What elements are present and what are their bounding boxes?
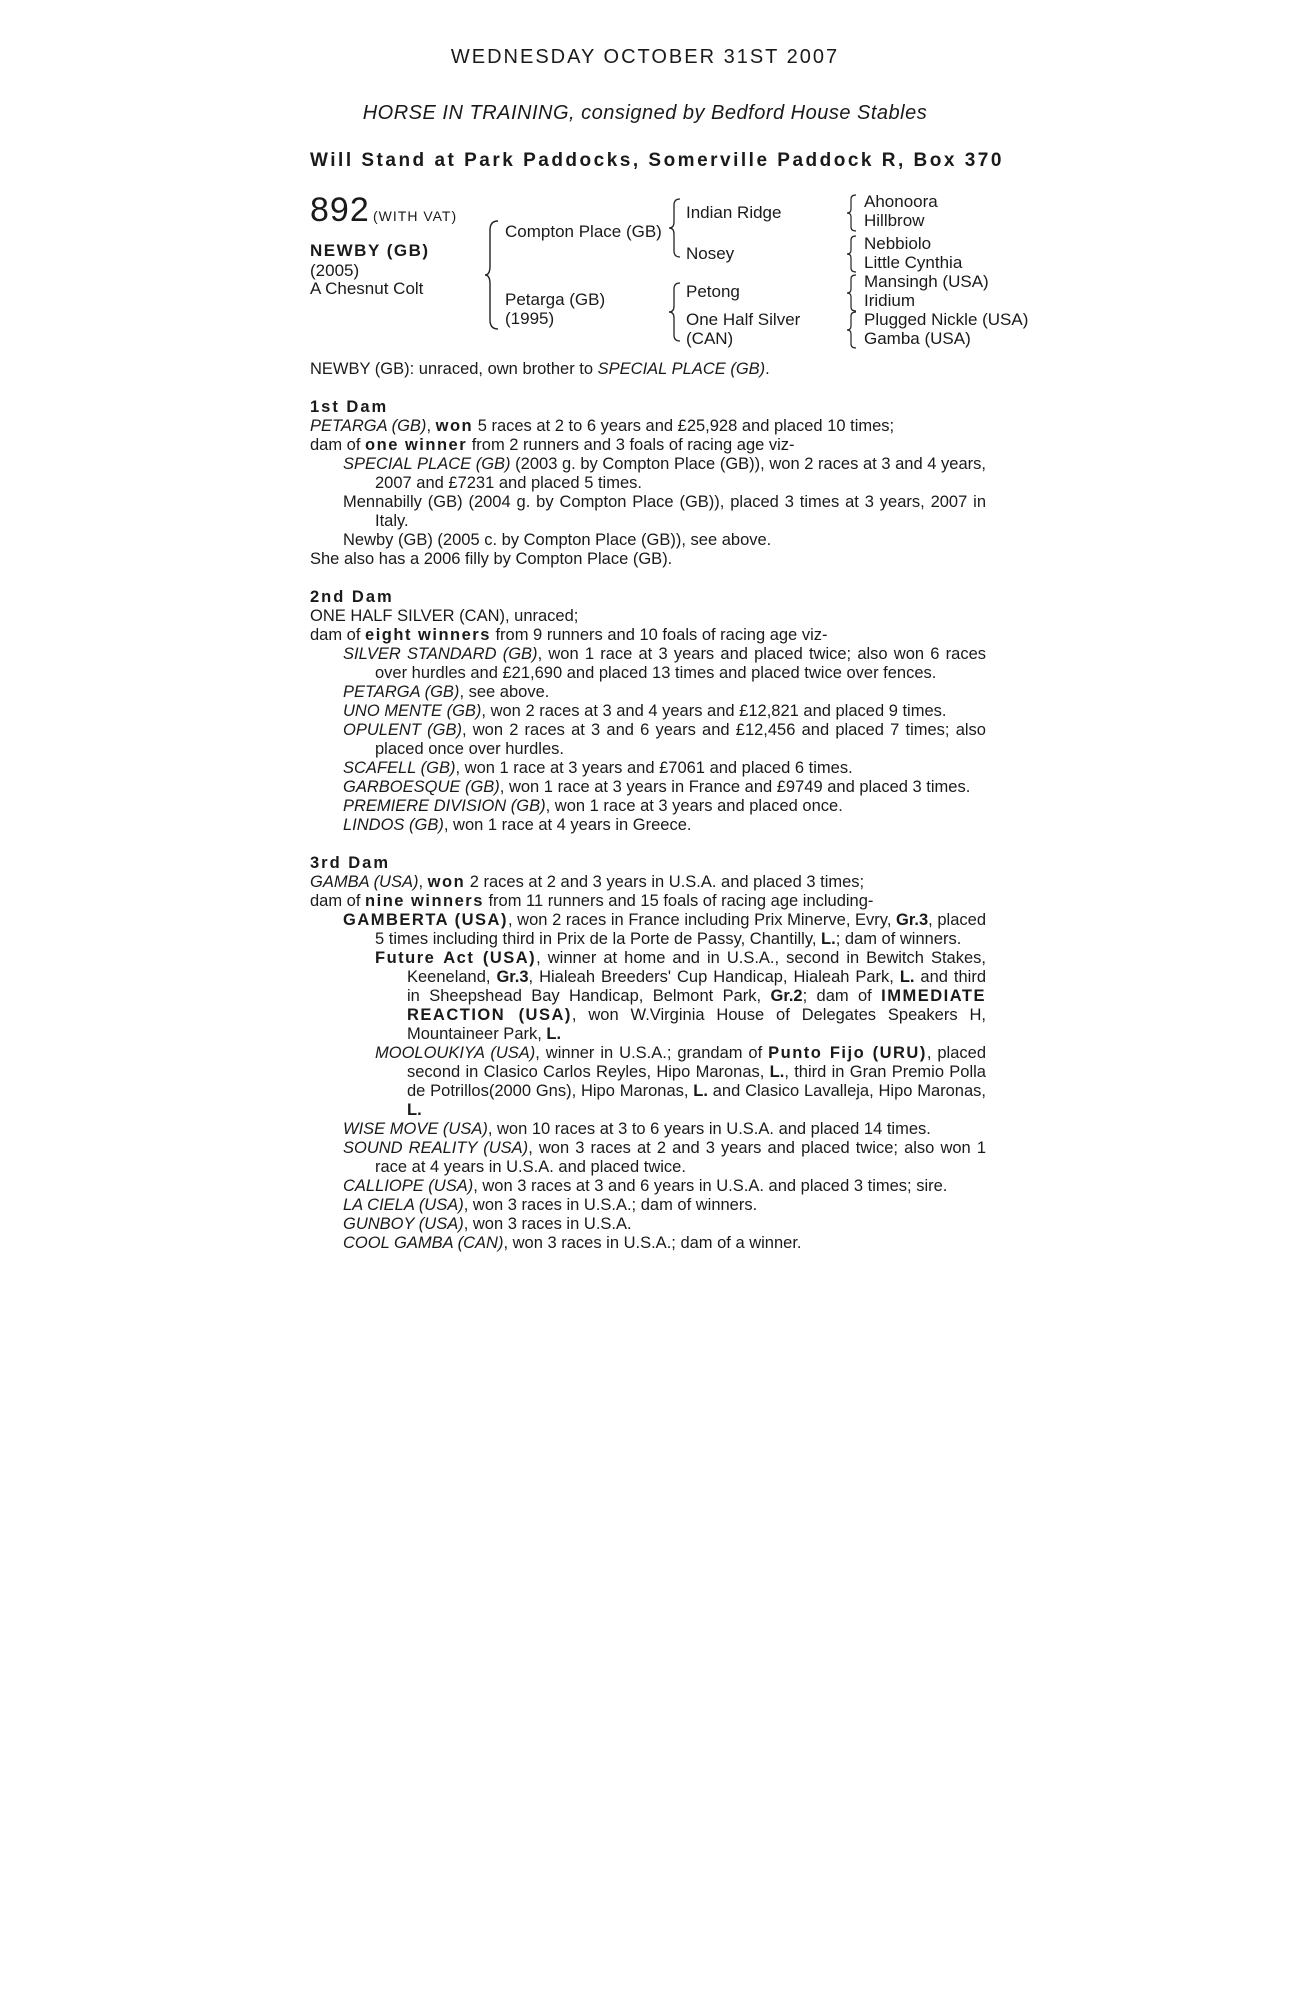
pedigree-g3-3: Nebbiolo xyxy=(864,234,932,253)
pedigree-g3-1: Ahonoora xyxy=(864,192,938,211)
pedigree-dam-dam-line2: (CAN) xyxy=(686,329,734,348)
pedigree-g3-4: Little Cynthia xyxy=(864,253,963,272)
intro-line: NEWBY (GB): unraced, own brother to SPECIAL PLACE (GB). xyxy=(310,360,770,378)
second-dam-entry: GARBOESQUE (GB), won 1 race at 3 years in France and £9749 and placed 3 times. xyxy=(343,778,971,796)
first-dam-note: She also has a 2006 filly by Compton Place (GB). xyxy=(310,550,673,568)
third-dam-line1: GAMBA (USA), won 2 races at 2 and 3 years in U.S.A. and placed 3 times; xyxy=(310,873,865,891)
pedigree-brace-dam xyxy=(668,282,682,342)
second-dam-entry: PETARGA (GB), see above. xyxy=(343,683,550,701)
pedigree-g3-7: Plugged Nickle (USA) xyxy=(864,310,1029,329)
pedigree-brace-g2 xyxy=(846,235,858,273)
sale-date: WEDNESDAY OCTOBER 31ST 2007 xyxy=(450,46,840,68)
pedigree-dam-sire: Petong xyxy=(686,282,740,301)
second-dam-heading: 2nd Dam xyxy=(310,588,394,606)
pedigree-brace-g3 xyxy=(846,274,858,312)
second-dam-entry: SILVER STANDARD (GB), won 1 race at 3 years and placed twice; also won 6 races over hurdles and £21,690 and placed 13 times and placed twice over fences. xyxy=(343,645,986,682)
first-dam-line1: PETARGA (GB), won 5 races at 2 to 6 years and £25,928 and placed 10 times; xyxy=(310,417,895,435)
third-dam-entry: COOL GAMBA (CAN), won 3 races in U.S.A.; dam of a winner. xyxy=(343,1234,802,1252)
third-dam-line2: dam of nine winners from 11 runners and 15 foals of racing age including- xyxy=(310,892,874,910)
third-dam-heading: 3rd Dam xyxy=(310,854,391,872)
pedigree-dam-dam-line1: One Half Silver xyxy=(686,310,801,329)
third-dam-entry: LA CIELA (USA), won 3 races in U.S.A.; dam of winners. xyxy=(343,1196,758,1214)
pedigree-g3-5: Mansingh (USA) xyxy=(864,272,989,291)
stand-location: Will Stand at Park Paddocks, Somerville Paddock R, Box 370 xyxy=(310,150,1004,171)
pedigree-brace-g1 xyxy=(846,194,858,232)
pedigree-g3-2: Hillbrow xyxy=(864,211,925,230)
pedigree-brace-main xyxy=(484,220,500,330)
first-dam-entry: Mennabilly (GB) (2004 g. by Compton Place (GB)), placed 3 times at 3 years, 2007 in Italy. xyxy=(343,493,986,530)
consignment-line: HORSE IN TRAINING, consigned by Bedford House Stables xyxy=(362,102,928,124)
pedigree-sire-sire: Indian Ridge xyxy=(686,203,782,222)
first-dam-heading: 1st Dam xyxy=(310,398,389,416)
pedigree-sire-dam: Nosey xyxy=(686,244,735,263)
first-dam-entry: SPECIAL PLACE (GB) (2003 g. by Compton Place (GB)), won 2 races at 3 and 4 years, 2007 and £7231 and placed 5 times. xyxy=(343,455,986,492)
pedigree-brace-sire xyxy=(668,198,682,258)
second-dam-entry: OPULENT (GB), won 2 races at 3 and 6 years and £12,456 and placed 7 times; also placed once over hurdles. xyxy=(343,721,986,758)
pedigree-g3-6: Iridium xyxy=(864,291,916,310)
second-dam-entry: PREMIERE DIVISION (GB), won 1 race at 3 years and placed once. xyxy=(343,797,843,815)
second-dam-line1: ONE HALF SILVER (CAN), unraced; xyxy=(310,607,579,625)
third-dam-entry: SOUND REALITY (USA), won 3 races at 2 and 3 years and placed twice; also won 1 race at 4 years in U.S.A. and placed twice. xyxy=(343,1139,986,1176)
first-dam-entry: Newby (GB) (2005 c. by Compton Place (GB)), see above. xyxy=(343,531,772,549)
pedigree-g3-8: Gamba (USA) xyxy=(864,329,971,348)
vat-note: (WITH VAT) xyxy=(373,208,458,224)
horse-name: NEWBY (GB) xyxy=(310,241,430,260)
third-dam-entry: GUNBOY (USA), won 3 races in U.S.A. xyxy=(343,1215,632,1233)
third-dam-entry: WISE MOVE (USA), won 10 races at 3 to 6 years in U.S.A. and placed 14 times. xyxy=(343,1120,931,1138)
third-dam-subentry-mooloukiya: MOOLOUKIYA (USA), winner in U.S.A.; grandam of Punto Fijo (URU), placed second in Clasico Carlos Reyles, Hipo Maronas, L., third in Gran Premio Polla de Potrillos(2000 Gns), Hipo Maronas, L. and Clasico Lavalleja, Hipo Maronas, L. xyxy=(375,1044,986,1119)
pedigree-dam: Petarga (GB) xyxy=(505,290,606,309)
second-dam-entry: SCAFELL (GB), won 1 race at 3 years and £7061 and placed 6 times. xyxy=(343,759,853,777)
third-dam-subentry-future-act: Future Act (USA), winner at home and in U.S.A., second in Bewitch Stakes, Keeneland, Gr.3, Hialeah Breeders' Cup Handicap, Hialeah Park, L. and third in Sheepshead Bay Handicap, Belmont Park, Gr.2; dam of IMMEDIATE REACTION (USA), won W.Virginia House of Delegates Speakers H, Mountaineer Park, L. xyxy=(375,949,987,1043)
first-dam-line2: dam of one winner from 2 runners and 3 foals of racing age viz- xyxy=(310,436,795,454)
pedigree-brace-g4 xyxy=(846,311,858,349)
lot-number: 892 xyxy=(310,191,370,229)
pedigree-sire: Compton Place (GB) xyxy=(505,222,662,241)
second-dam-entry: UNO MENTE (GB), won 2 races at 3 and 4 years and £12,821 and placed 9 times. xyxy=(343,702,947,720)
third-dam-entry: CALLIOPE (USA), won 3 races at 3 and 6 years in U.S.A. and placed 3 times; sire. xyxy=(343,1177,948,1195)
catalogue-body xyxy=(310,360,986,1253)
third-dam-entry-gamberta: GAMBERTA (USA), won 2 races in France including Prix Minerve, Evry, Gr.3, placed 5 times including third in Prix de la Porte de Passy, Chantilly, L.; dam of winners. xyxy=(343,911,986,948)
horse-year: (2005) xyxy=(310,261,360,280)
horse-description: A Chesnut Colt xyxy=(310,279,424,298)
second-dam-line2: dam of eight winners from 9 runners and 10 foals of racing age viz- xyxy=(310,626,828,644)
pedigree-dam-year: (1995) xyxy=(505,309,555,328)
second-dam-entry: LINDOS (GB), won 1 race at 4 years in Greece. xyxy=(343,816,692,834)
